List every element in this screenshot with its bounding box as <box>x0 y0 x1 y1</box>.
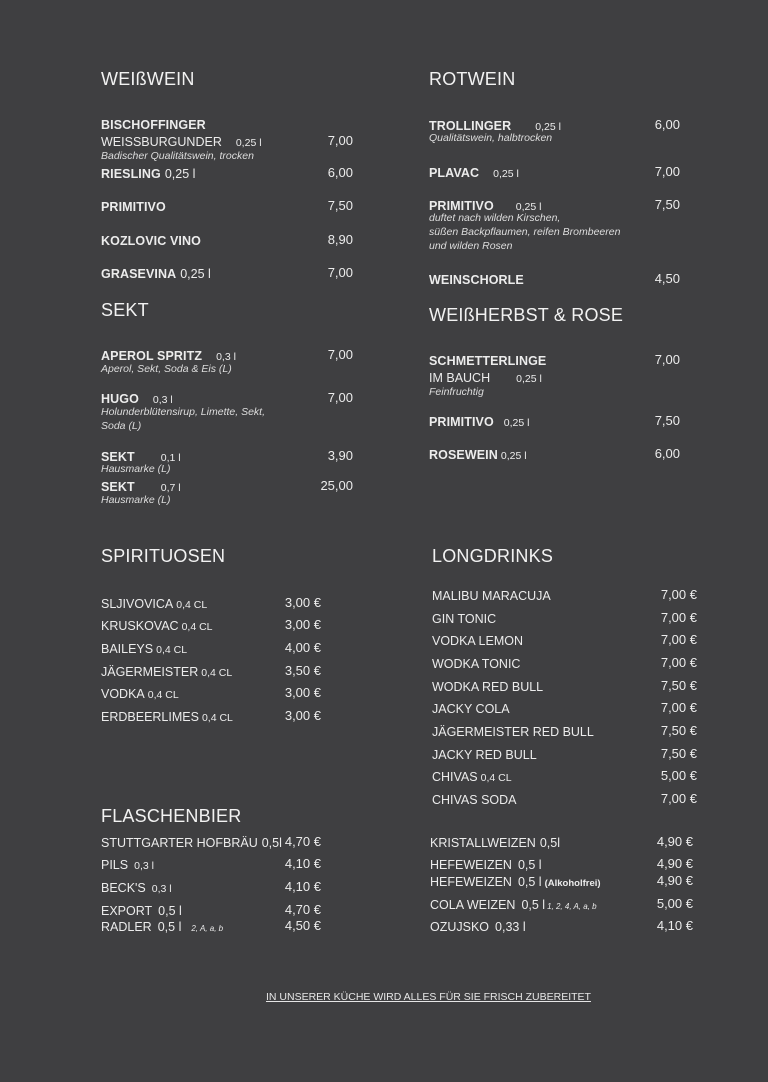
price: 7,00 € <box>660 587 697 602</box>
price: 25,00 <box>320 478 353 493</box>
price: 4,10 € <box>284 856 321 871</box>
menu-item-primitivo-rot: PRIMITIVO 0,25 l <box>429 199 542 213</box>
menu-item-kruskovac: KRUSKOVAC 0,4 CL <box>101 619 213 633</box>
price: 7,00 € <box>660 610 697 625</box>
menu-item-hofbraeu: STUTTGARTER HOFBRÄU 0,5l <box>101 836 282 850</box>
menu-item-chivas-soda: CHIVAS SODA <box>432 793 517 807</box>
menu-item-grasevina: GRASEVINA 0,25 l <box>101 267 211 281</box>
menu-item-aperol-spritz: APEROL SPRITZ 0,3 l <box>101 349 236 363</box>
menu-item-sljivovica: SLJIVOVICA 0,4 CL <box>101 597 208 611</box>
item-description: Holunderblütensirup, Limette, Sekt, <box>101 406 266 418</box>
price: 7,00 <box>327 265 353 280</box>
price: 3,00 € <box>284 595 321 610</box>
menu-item-radler: RADLER 0,5 l 2, A, a, b <box>101 920 224 934</box>
menu-item-bischoffinger-line2: WEISSBURGUNDER 0,25 l <box>101 135 262 149</box>
menu-item-jaegermeister-red-bull: JÄGERMEISTER RED BULL <box>432 725 594 739</box>
price: 4,70 € <box>284 902 321 917</box>
rotwein-heading: ROTWEIN <box>429 69 516 89</box>
price: 7,00 € <box>660 632 697 647</box>
menu-item-erdbeerlimes: ERDBEERLIMES 0,4 CL <box>101 710 233 724</box>
menu-item-gin-tonic: GIN TONIC <box>432 612 497 626</box>
price: 4,90 € <box>656 834 693 849</box>
price: 7,50 € <box>660 678 697 693</box>
menu-item-jacky-cola: JACKY COLA <box>432 702 510 716</box>
price: 4,10 € <box>284 879 321 894</box>
item-description: duftet nach wilden Kirschen, <box>429 212 561 224</box>
price: 6,00 <box>654 446 680 461</box>
price: 7,50 <box>654 197 680 212</box>
menu-item-kristallweizen: KRISTALLWEIZEN 0,5l <box>430 836 560 850</box>
price: 3,90 <box>327 448 353 463</box>
menu-item-hefeweizen: HEFEWEIZEN 0,5 l <box>430 858 542 872</box>
menu-item-jaegermeister: JÄGERMEISTER 0,4 CL <box>101 665 233 679</box>
price: 7,00 <box>654 164 680 179</box>
item-description: Qualitätswein, halbtrocken <box>429 132 553 144</box>
rose-heading: WEIßHERBST & ROSE <box>429 305 624 325</box>
longdrinks-heading: LONGDRINKS <box>432 546 554 566</box>
weisswein-heading: WEIßWEIN <box>101 69 195 89</box>
item-description: süßen Backpflaumen, reifen Brombeeren <box>429 226 621 238</box>
price: 4,50 <box>654 271 680 286</box>
menu-item-hugo: HUGO 0,3 l <box>101 392 173 406</box>
menu-item-jacky-red-bull: JACKY RED BULL <box>432 748 537 762</box>
menu-item-chivas: CHIVAS 0,4 CL <box>432 770 512 784</box>
item-description: und wilden Rosen <box>429 240 513 252</box>
menu-item-ozujsko: OZUJSKO 0,33 l <box>430 920 526 934</box>
price: 5,00 € <box>660 768 697 783</box>
price: 7,00 € <box>660 791 697 806</box>
menu-item-vodka: VODKA 0,4 CL <box>101 687 179 701</box>
menu-item-primitivo: PRIMITIVO <box>101 200 166 214</box>
price: 7,00 € <box>660 700 697 715</box>
price: 7,00 € <box>660 655 697 670</box>
menu-item-riesling: RIESLING 0,25 l <box>101 167 196 181</box>
menu-item-export: EXPORT 0,5 l <box>101 904 182 918</box>
menu-item-pils: PILS 0,3 l <box>101 858 154 872</box>
spirituosen-heading: SPIRITUOSEN <box>101 546 226 566</box>
menu-item-wodka-red-bull: WODKA RED BULL <box>432 680 544 694</box>
menu-item-plavac: PLAVAC 0,25 l <box>429 166 519 180</box>
footer-note: IN UNSERER KÜCHE WIRD ALLES FÜR SIE FRISCH ZUBEREITET <box>266 991 591 1003</box>
item-description: Hausmarke (L) <box>101 463 171 475</box>
item-description: Badischer Qualitätswein, trocken <box>101 150 254 162</box>
menu-item-trollinger: TROLLINGER 0,25 l <box>429 119 561 133</box>
menu-item-rosewein: ROSEWEIN 0,25 l <box>429 448 527 462</box>
menu-item-bischoffinger: BISCHOFFINGER <box>101 118 206 132</box>
menu-item-sekt-07: SEKT 0,7 l <box>101 480 181 494</box>
price: 7,00 <box>327 390 353 405</box>
price: 3,00 € <box>284 617 321 632</box>
menu-item-schmetterlinge-line2: IM BAUCH 0,25 l <box>429 371 542 385</box>
menu-item-becks: BECK'S 0,3 l <box>101 881 172 895</box>
menu-item-baileys: BAILEYS 0,4 CL <box>101 642 188 656</box>
sekt-heading: SEKT <box>101 300 149 320</box>
price: 5,00 € <box>656 896 693 911</box>
price: 3,00 € <box>284 708 321 723</box>
item-description: Soda (L) <box>101 420 142 432</box>
price: 7,50 € <box>660 723 697 738</box>
price: 6,00 <box>327 165 353 180</box>
price: 7,00 <box>327 133 353 148</box>
menu-item-sekt-01: SEKT 0,1 l <box>101 450 181 464</box>
price: 7,50 <box>327 198 353 213</box>
menu-item-malibu: MALIBU MARACUJA <box>432 589 551 603</box>
price: 3,50 € <box>284 663 321 678</box>
price: 3,00 € <box>284 685 321 700</box>
price: 4,70 € <box>284 834 321 849</box>
price: 8,90 <box>327 232 353 247</box>
price: 4,90 € <box>656 873 693 888</box>
price: 4,10 € <box>656 918 693 933</box>
price: 6,00 <box>654 117 680 132</box>
price: 7,00 <box>327 347 353 362</box>
price: 7,50 € <box>660 746 697 761</box>
flaschenbier-heading: FLASCHENBIER <box>101 806 242 826</box>
menu-item-vodka-lemon: VODKA LEMON <box>432 634 523 648</box>
price: 4,00 € <box>284 640 321 655</box>
item-description: Hausmarke (L) <box>101 494 171 506</box>
menu-item-primitivo-rose: PRIMITIVO 0,25 l <box>429 415 530 429</box>
price: 4,50 € <box>284 918 321 933</box>
menu-item-weinschorle: WEINSCHORLE <box>429 273 524 287</box>
price: 7,00 <box>654 352 680 367</box>
menu-item-hefeweizen-alkoholfrei: HEFEWEIZEN 0,5 l (Alkoholfrei) <box>430 875 601 889</box>
menu-item-kozlovic: KOZLOVIC VINO <box>101 234 201 248</box>
price: 7,50 <box>654 413 680 428</box>
price: 4,90 € <box>656 856 693 871</box>
menu-item-schmetterlinge: SCHMETTERLINGE <box>429 354 547 368</box>
menu-item-wodka-tonic: WODKA TONIC <box>432 657 521 671</box>
menu-item-cola-weizen: COLA WEIZEN 0,5 l 1, 2, 4, A, a, b <box>430 898 597 912</box>
item-description: Aperol, Sekt, Soda & Eis (L) <box>101 363 232 375</box>
item-description: Feinfruchtig <box>429 386 484 398</box>
